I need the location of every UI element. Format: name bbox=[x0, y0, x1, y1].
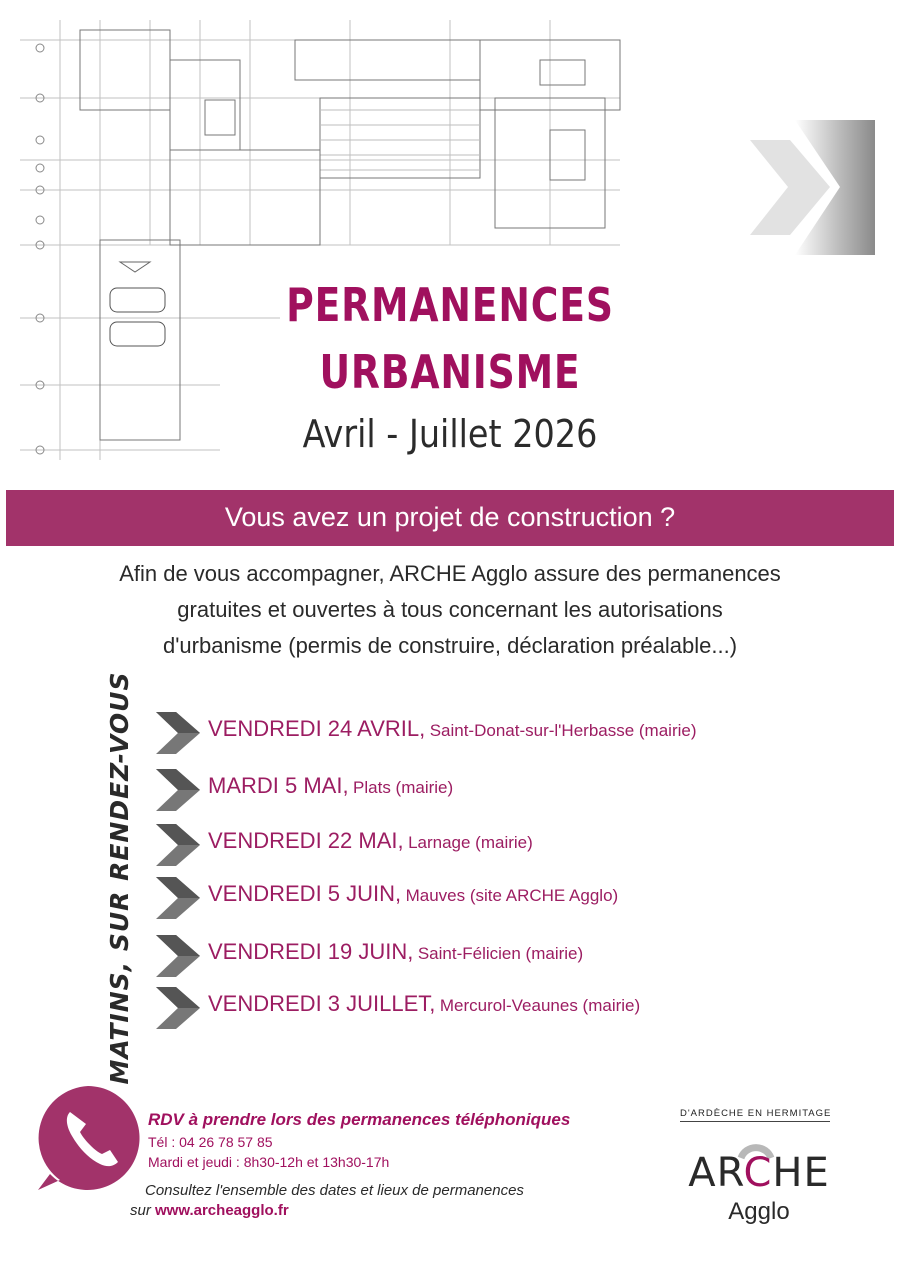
consult-text: Consultez l'ensemble des dates et lieux de permanences bbox=[145, 1182, 524, 1199]
list-item bbox=[156, 985, 856, 1031]
chevron-decoration-icon bbox=[750, 120, 875, 255]
logo-subtitle: Agglo bbox=[728, 1198, 790, 1225]
date-entry bbox=[208, 828, 533, 854]
date-entry bbox=[208, 939, 583, 965]
list-item bbox=[156, 822, 856, 868]
chevron-right-icon bbox=[156, 767, 200, 813]
logo-wordmark bbox=[684, 1150, 834, 1196]
page-title-line1: PERMANENCES bbox=[286, 278, 614, 332]
intro-line: Afin de vous accompagner, ARCHE Agglo assure des permanences bbox=[119, 561, 781, 586]
intro-line: d'urbanisme (permis de construire, déclaration préalable...) bbox=[162, 633, 738, 658]
date-day: VENDREDI 3 JUILLET, bbox=[208, 991, 436, 1016]
intro-line: gratuites et ouvertes à tous concernant les autorisations bbox=[177, 597, 723, 622]
date-entry bbox=[208, 716, 697, 742]
list-item bbox=[156, 875, 856, 921]
date-place: Plats (mairie) bbox=[353, 778, 454, 797]
schedule-note-vertical: MATINS, SUR RENDEZ-VOUS bbox=[105, 671, 134, 1085]
date-place: Larnage (mairie) bbox=[408, 833, 533, 852]
date-entry bbox=[208, 773, 453, 799]
page-title-line2: URBANISME bbox=[319, 345, 581, 399]
chevron-right-icon bbox=[156, 875, 200, 921]
logo-part-accent: C bbox=[743, 1150, 773, 1196]
date-place: Mercurol-Veaunes (mairie) bbox=[439, 996, 641, 1015]
list-item bbox=[156, 767, 856, 813]
chevron-right-icon bbox=[156, 710, 200, 756]
logo-part: HE bbox=[772, 1150, 830, 1196]
date-place: Saint-Donat-sur-l'Herbasse (mairie) bbox=[429, 721, 697, 740]
date-place: Saint-Félicien (mairie) bbox=[417, 944, 584, 963]
phone-number: Tél : 04 26 78 57 85 bbox=[148, 1134, 273, 1150]
list-item bbox=[156, 710, 856, 756]
chevron-right-icon bbox=[156, 933, 200, 979]
chevron-right-icon bbox=[156, 822, 200, 868]
logo-part: AR bbox=[688, 1150, 744, 1196]
logo-tagline: D'ARDÈCHE EN HERMITAGE bbox=[680, 1108, 830, 1122]
date-day: VENDREDI 19 JUIN, bbox=[208, 939, 414, 964]
date-entry bbox=[208, 881, 618, 907]
banner-question: Vous avez un projet de construction ? bbox=[224, 502, 676, 532]
blueprint-background bbox=[20, 0, 680, 470]
website-link[interactable]: www.archeagglo.fr bbox=[155, 1202, 289, 1219]
date-day: VENDREDI 5 JUIN, bbox=[208, 881, 402, 906]
consult-prefix: sur bbox=[130, 1202, 151, 1219]
phone-icon bbox=[32, 1082, 144, 1194]
intro-paragraph bbox=[40, 556, 860, 664]
date-place: Mauves (site ARCHE Agglo) bbox=[405, 886, 619, 905]
list-item bbox=[156, 933, 856, 979]
chevron-right-icon bbox=[156, 985, 200, 1031]
date-day: MARDI 5 MAI, bbox=[208, 773, 349, 798]
phone-hours: Mardi et jeudi : 8h30-12h et 13h30-17h bbox=[148, 1154, 390, 1170]
date-day: VENDREDI 24 AVRIL, bbox=[208, 716, 426, 741]
date-entry bbox=[208, 991, 640, 1017]
date-day: VENDREDI 22 MAI, bbox=[208, 828, 404, 853]
appointment-heading: RDV à prendre lors des permanences téléphoniques bbox=[148, 1110, 571, 1129]
period-subtitle: Avril - Juillet 2026 bbox=[302, 412, 598, 456]
consult-link-line bbox=[130, 1202, 289, 1219]
